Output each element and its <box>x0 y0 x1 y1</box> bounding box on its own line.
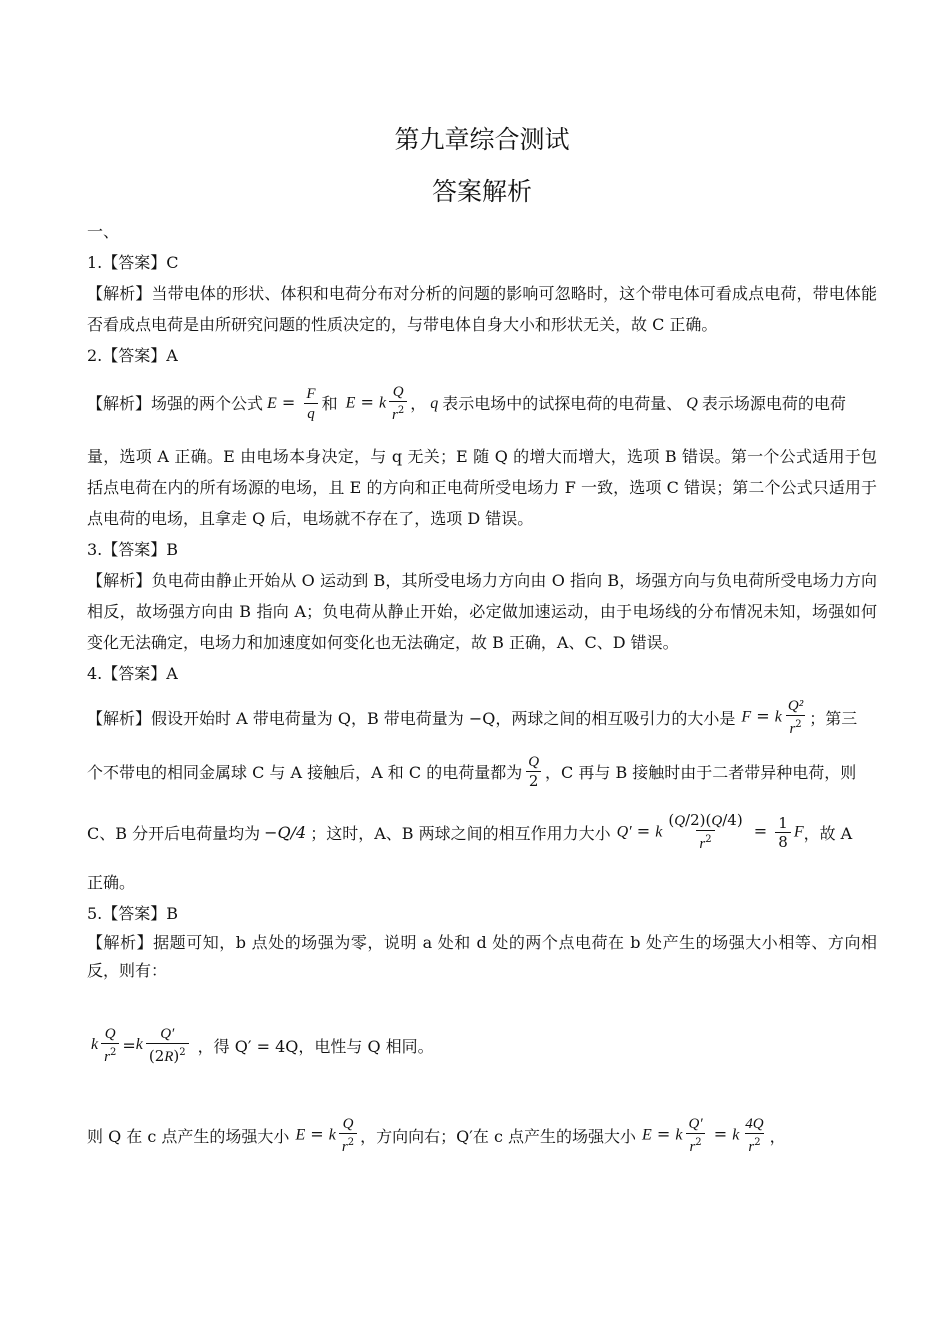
q4-answer: 4.【答案】A <box>87 664 178 683</box>
q4-analysis-line1 <box>87 689 877 745</box>
q5-text-2: 则 Q 在 c 点产生的场强大小 <box>87 1126 290 1146</box>
q5-text-3: ，方向向右；Q′在 c 点产生的场强大小 <box>360 1126 637 1146</box>
analysis-label: 【解析】 <box>87 284 152 303</box>
q3-analysis <box>87 565 877 658</box>
q4-analysis-line2 <box>87 745 877 797</box>
q4-text-7: ，故 A <box>803 823 853 843</box>
q2-text-2: 和 <box>321 393 338 413</box>
q2-answer: 2.【答案】A <box>87 346 178 365</box>
formula-e-kq-over-r2: E = k $\frac{Q}{r^2}$ <box>346 382 411 424</box>
q5-text-4: ， <box>769 1126 786 1146</box>
fraction: $\frac{\text{Q²}}{r^2}$ <box>787 698 804 737</box>
q1-analysis <box>87 278 877 340</box>
q3-answer: 3.【答案】B <box>87 540 179 559</box>
analysis-label: 【解析】 <box>87 393 152 413</box>
q2-text-5: 表示场源电荷的电荷 <box>701 393 846 413</box>
q2-text-1: 场强的两个公式 <box>151 393 264 413</box>
q4-text-4: ，C 再与 B 接触时由于二者带异种电荷，则 <box>545 762 857 782</box>
formula-e-f-over-q: E = $\frac{F}{q}$ <box>267 384 322 423</box>
analysis-label: 【解析】 <box>87 708 152 728</box>
q1-answer: 1.【答案】C <box>87 253 179 272</box>
q2-analysis-rest: 量，选项 A 正确。E 由电场本身决定，与 q 无关；E 随 Q 的增大而增大，选项 B 错误。第一个公式适用于包括点电荷在内的所有场源的电场，且 E 的方向和正电荷所受电场力 F 一致，选项 C 错误；第二个公式只适用于点电荷的电场，且拿走 Q 后，电场就不存在了，选项 D 错误。 <box>87 447 877 528</box>
q4-text-2: ；第三 <box>809 708 858 728</box>
fraction: $\frac{F}{q}$ <box>303 384 318 423</box>
section-label: 一、 <box>87 222 120 241</box>
q3-analysis-text: 负电荷由静止开始从 O 运动到 B，其所受电场力方向由 O 指向 B，场强方向与负电荷所受电场力方向相反，故场强方向由 B 指向 A；负电荷从静止开始，必定做加速运动，由于电场线的分布情况未知，场强如何变化无法确定，电场力和加速度如何变化也无法确定，故 B 正确，A、C、D 错误。 <box>87 571 877 652</box>
q4-text-3: 个不带电的相同金属球 C 与 A 接触后，A 和 C 的电荷量都为 <box>87 762 523 782</box>
analysis-label: 【解析】 <box>87 571 152 590</box>
q4-analysis-line3 <box>87 797 877 867</box>
q2-analysis-line1: 【解析】 场强的两个公式 E = $\frac{F}{q}$ 和 E = k $\frac{Q}{r^2}$ ， q 表示电场中的试探电荷的电荷量、 Q 表示场源电荷的电荷 <box>87 384 846 423</box>
q5-analysis-text: 据题可知，b 点处的场强为零，说明 a 处和 d 处的两个点电荷在 b 处产生的场强大小相等、方向相反，则有： <box>87 933 877 980</box>
document-body <box>87 120 877 1165</box>
formula-e1: E = k $\frac{Q}{r^2}$ <box>295 1114 360 1156</box>
fraction: $\frac{Q'}{(2R)^2}$ <box>146 1024 189 1066</box>
fraction: $\frac{1}{8}$ <box>775 814 791 851</box>
q2-text-3: ， <box>410 393 427 413</box>
analysis-label: 【解析】 <box>87 933 154 952</box>
page-title: 第九章综合测试 <box>394 125 570 154</box>
fraction-q-over-2: $\frac{Q}{2}$ <box>525 752 542 790</box>
fraction: $\frac{Q'}{r^2}$ <box>685 1114 705 1156</box>
fraction: $\frac{(Q/2)(Q/4)}{r^2}$ <box>668 811 743 852</box>
q4-text-1: 假设开始时 A 带电荷量为 Q，B 带电荷量为 −Q，两球之间的相互吸引力的大小是 <box>151 708 736 728</box>
page-subtitle: 答案解析 <box>431 177 532 206</box>
formula-f-prime: Q′ = k $\frac{(Q/2)(Q/4)}{r^2}$ = $\frac{1}{8}$ F <box>616 811 804 852</box>
q5-equation: k $\frac{Q}{r^2}$ = k $\frac{Q'}{(2R)^2}$ ，得 Q′ = 4Q，电性与 Q 相同。 <box>91 1026 434 1065</box>
fraction: $\frac{Q}{r^2}$ <box>389 382 407 424</box>
q5-analysis <box>87 929 877 985</box>
fraction: $\frac{Q}{r^2}$ <box>339 1114 357 1156</box>
neg-q-over-4: −Q/4 <box>264 822 307 842</box>
q4-text-5: C、B 分开后电荷量均为 <box>87 823 261 843</box>
formula-f-kq2-over-r2: F = k $\frac{\text{Q²}}{r^2}$ <box>741 696 809 738</box>
q5-answer: 5.【答案】B <box>87 904 179 923</box>
q4-text-6: ；这时，A、B 两球之间的相互作用力大小 <box>310 823 611 843</box>
q4-analysis-line4: 正确。 <box>87 873 136 892</box>
fraction: $\frac{4Q}{r^2}$ <box>745 1116 764 1155</box>
q1-analysis-text: 当带电体的形状、体积和电荷分布对分析的问题的影响可忽略时，这个带电体可看成点电荷，带电体能否看成点电荷是由所研究问题的性质决定的，与带电体自身大小和形状无关，故 C 正确。 <box>87 284 877 334</box>
q5-line-field <box>87 1105 877 1165</box>
q5-text-1: ，得 Q′ = 4Q，电性与 Q 相同。 <box>197 1036 434 1056</box>
q2-text-4: 表示电场中的试探电荷的电荷量、 <box>442 393 683 413</box>
formula-e2: E = k $\frac{Q'}{r^2}$ = k $\frac{4Q}{r^2}$ <box>642 1114 770 1156</box>
fraction: $\frac{Q}{r^2}$ <box>101 1024 119 1066</box>
